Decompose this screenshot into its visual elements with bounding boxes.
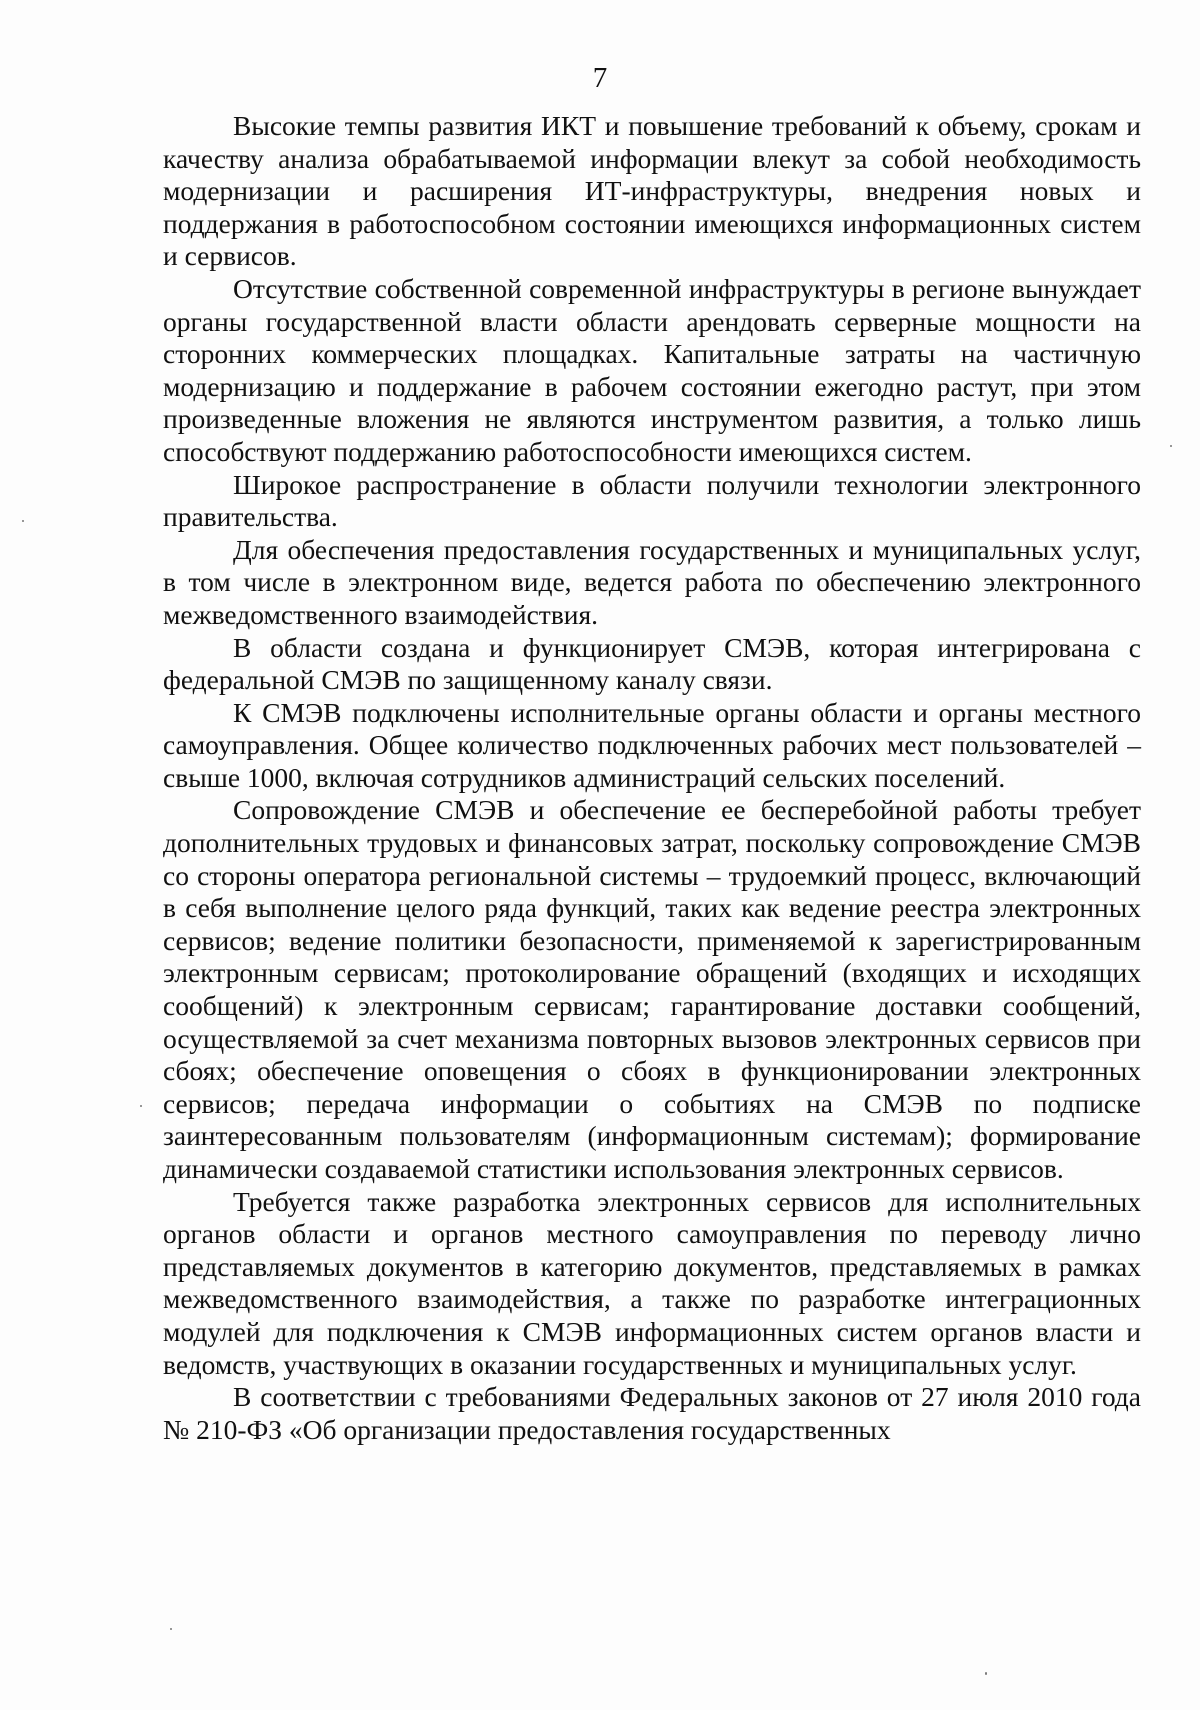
paragraph-smev-support: Сопровождение СМЭВ и обеспечение ее бесперебойной работы требует дополнительных трудовых и финансовых затрат, поскольку сопровождение СМЭВ со стороны оператора региональной системы – трудоемкий процесс, включающий в себя выполнение целого ряда функций, таких как ведение реестра электронных сервисов; ведение политики безопасности, применяемой к зарегистрированным электронным сервисам; протоколирование обращений (входящих и исходящих сообщений) к электронным сервисам; гарантирование доставки сообщений, осуществляемой за счет механизма повторных вызовов электронных сервисов при сбоях; обеспечение оповещения о сбоях в функционировании электронных сервисов; передача информации о событиях на СМЭВ по подписке заинтересованным пользователям (информационным системам); формирование динамически создаваемой статистики использования электронных сервисов. (163, 794, 1141, 1184)
paragraph-smev-created: В области создана и функционирует СМЭВ, которая интегрирована с федеральной СМЭВ по защищенному каналу связи. (163, 631, 1141, 696)
paragraph-services-development: Требуется также разработка электронных сервисов для исполнительных органов области и органов местного самоуправления по переводу лично представляемых документов в категорию документов, представляемых в рамках межведомственного взаимодействия, а также по разработке интеграционных модулей для подключения к СМЭВ информационных систем органов власти и ведомств, участвующих в оказании государственных и муниципальных услуг. (163, 1185, 1141, 1380)
paragraph-smev-connected: К СМЭВ подключены исполнительные органы области и органы местного самоуправления. Общее количество подключенных рабочих мест пользователей – свыше 1000, включая сотрудников администраций сельских поселений. (163, 696, 1141, 793)
paragraph-services-provision: Для обеспечения предоставления государственных и муниципальных услуг, в том числе в электронном виде, ведется работа по обеспечению электронного межведомственного взаимодействия. (163, 533, 1141, 630)
document-body (163, 110, 1141, 1446)
paragraph-federal-laws: В соответствии с требованиями Федеральных законов от 27 июля 2010 года № 210-ФЗ «Об организации предоставления государственных (163, 1381, 1141, 1445)
scan-speck (1170, 445, 1172, 447)
scan-speck (140, 1105, 142, 1107)
paragraph-infrastructure: Отсутствие собственной современной инфраструктуры в регионе вынуждает органы государственной власти области арендовать серверные мощности на сторонних коммерческих площадках. Капитальные затраты на частичную модернизацию и поддержание в рабочем состоянии ежегодно растут, при этом произведенные вложения не являются инструментом развития, а только лишь способствуют поддержанию работоспособности имеющихся систем. (163, 272, 1141, 467)
paragraph-e-government: Широкое распространение в области получили технологии электронного правительства. (163, 468, 1141, 533)
paragraph-ikt-development: Высокие темпы развития ИКТ и повышение требований к объему, срокам и качеству анализа обрабатываемой информации влекут за собой необходимость модернизации и расширения ИТ-инфраструктуры, внедрения новых и поддержания в работоспособном состоянии имеющихся информационных систем и сервисов. (163, 110, 1141, 272)
scan-speck (985, 1672, 987, 1675)
page-number: 7 (592, 62, 608, 94)
scan-speck (22, 520, 24, 522)
scan-speck (170, 1628, 172, 1630)
